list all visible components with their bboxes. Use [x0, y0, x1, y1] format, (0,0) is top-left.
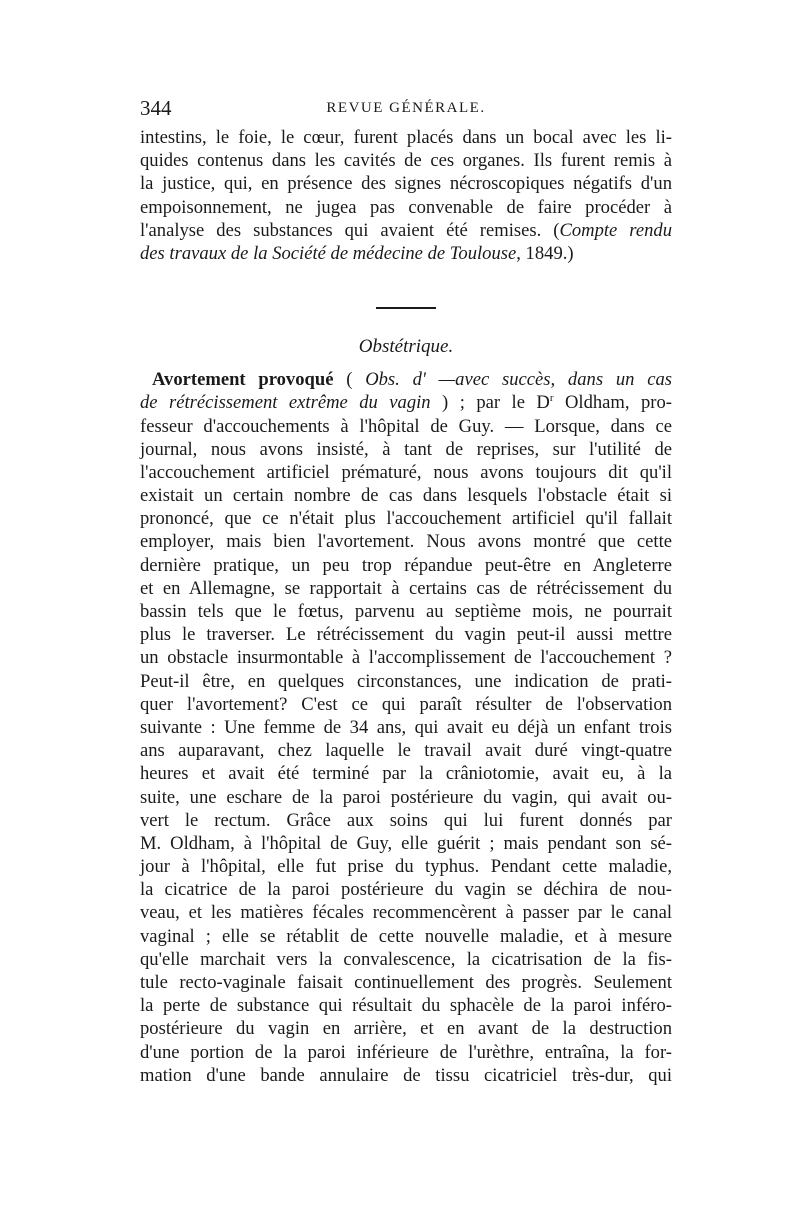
text-fragment: Oldham, pro- [553, 392, 672, 414]
text-line: mation d'une bande annulaire de tissu cicatriciel très-dur, qui [140, 1064, 672, 1086]
page-number: 344 [140, 96, 172, 120]
reference-title: Compte rendu [559, 219, 673, 241]
section-title: Obstétrique. [358, 336, 454, 358]
text-line: journal, nous avons insisté, à tant de reprises, sur l'utilité de [140, 438, 672, 460]
text-line: vert le rectum. Grâce aux soins qui lui furent donnés par [140, 809, 672, 831]
text-line: heures et avait été terminé par la crâniotomie, avait eu, à la [140, 763, 672, 785]
reference-year: , 1849.) [516, 242, 574, 264]
text-line: existait un certain nombre de cas dans lesquels l'obstacle était si [140, 485, 672, 507]
text-line: la cicatrice de la paroi postérieure du vagin se déchira de nou- [140, 879, 672, 901]
text-line: plus le traverser. Le rétrécissement du vagin peut-il aussi mettre [140, 624, 672, 646]
text-line: M. Oldham, à l'hôpital de Guy, elle guérit ; mais pendant son sé- [140, 832, 672, 854]
running-head: REVUE GÉNÉRALE. [326, 100, 486, 116]
text-line: employer, mais bien l'avortement. Nous avons montré que cette [140, 531, 672, 553]
text-line: postérieure du vagin en arrière, et en avant de la destruction [140, 1018, 672, 1040]
article-subtitle: Obs. d' —avec succès, dans un cas [365, 369, 672, 391]
text-line: vaginal ; elle se rétablit de cette nouvelle maladie, et à mesure [140, 925, 672, 947]
text-line: et en Allemagne, se rapportait à certains cas de rétrécissement du [140, 577, 672, 599]
paragraph-2 [140, 368, 672, 1087]
text-line: empoisonnement, ne jugea pas convenable de faire procéder à [140, 196, 672, 218]
text-fragment: ( [541, 219, 560, 241]
text-line: jour à l'hôpital, elle fut prise du typhus. Pendant cette maladie, [140, 856, 672, 878]
page-header [140, 96, 672, 126]
section-divider [376, 307, 436, 309]
text-line: d'une portion de la paroi inférieure de l'urèthre, entraîna, la for- [140, 1041, 672, 1063]
text-line: quer l'avortement? C'est ce qui paraît résulter de l'observation [140, 693, 672, 715]
text-line: dernière pratique, un peu trop répandue peut-être en Angleterre [140, 554, 672, 576]
text-line: Peut-il être, en quelques circonstances, une indication de prati- [140, 670, 672, 692]
article-title: Avortement provoqué [152, 369, 334, 391]
text-fragment: ( [333, 369, 366, 391]
text-fragment: l'analyse des substances qui avaient été remises. [140, 219, 542, 241]
text-fragment: ) ; par le D [430, 392, 550, 414]
superscript: r [549, 392, 554, 405]
text-line [140, 368, 672, 391]
text-line: la justice, qui, en présence des signes nécroscopiques négatifs d'un [140, 173, 672, 195]
text-line [140, 391, 672, 414]
text-line: quides contenus dans les cavités de ces organes. Ils furent remis à [140, 150, 672, 172]
article-subtitle: de rétrécissement extrême du vagin [140, 392, 431, 414]
text-line [140, 242, 672, 265]
text-line: suite, une eschare de la paroi postérieure du vagin, qui avait ou- [140, 786, 672, 808]
text-line: bassin tels que le fœtus, parvenu au septième mois, ne pourrait [140, 601, 672, 622]
text-line: suivante : Une femme de 34 ans, qui avait eu déjà un enfant trois [140, 716, 672, 738]
text-line: un obstacle insurmontable à l'accomplissement de l'accouchement ? [140, 647, 672, 669]
text-line: veau, et les matières fécales recommencèrent à passer par le canal [140, 902, 672, 924]
text-line: qu'elle marchait vers la convalescence, la cicatrisation de la fis- [140, 948, 672, 970]
text-line [140, 219, 672, 242]
text-line: l'accouchement artificiel prématuré, nous avons toujours dit qu'il [140, 461, 672, 483]
text-line: prononcé, que ce n'était plus l'accouchement artificiel qu'il fallait [140, 508, 672, 530]
text-line: fesseur d'accouchements à l'hôpital de Guy. — Lorsque, dans ce [140, 415, 672, 437]
text-line: ans auparavant, chez laquelle le travail avait duré vingt-quatre [140, 740, 672, 762]
reference-source: des travaux de la Société de médecine de Toulouse [140, 242, 517, 264]
text-line: la perte de substance qui résultait du sphacèle de la paroi inféro- [140, 995, 672, 1017]
page-body [140, 126, 672, 1087]
paragraph-1 [140, 126, 672, 265]
text-line: tule recto-vaginale faisait continuellement des progrès. Seulement [140, 972, 672, 993]
text-line: intestins, le foie, le cœur, furent placés dans un bocal avec les li- [140, 127, 672, 148]
